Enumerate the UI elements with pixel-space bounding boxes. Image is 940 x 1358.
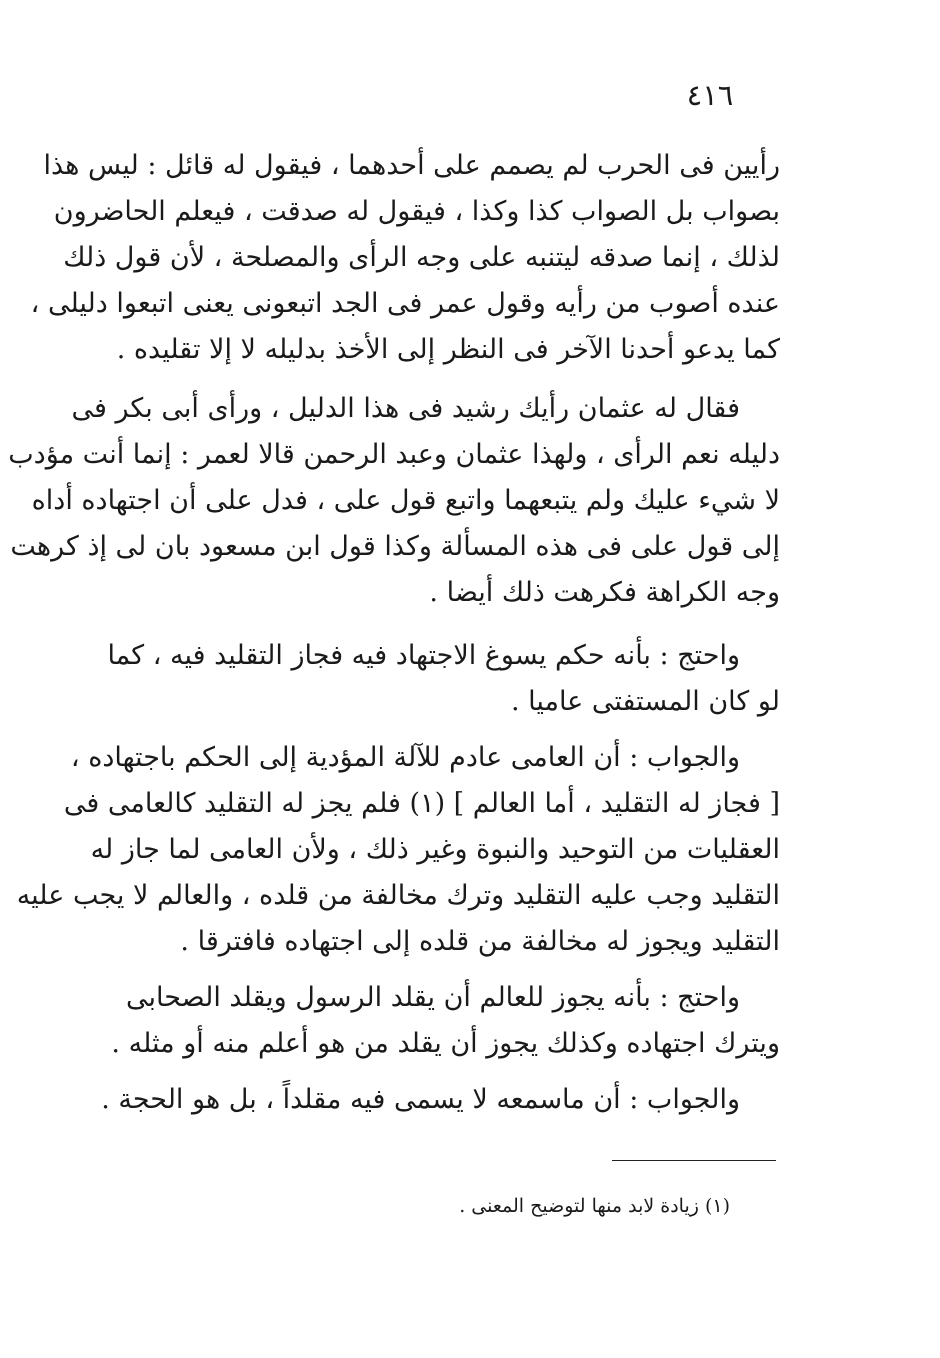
footnote-divider <box>612 1160 776 1161</box>
paragraph-6 <box>101 1077 780 1123</box>
paragraph-4 <box>16 735 780 965</box>
text-line: وجه الكراهة فكرهت ذلك أيضا . <box>429 577 780 608</box>
footnote: (١) زيادة لابد منها لتوضيح المعنى . <box>459 1195 730 1217</box>
text-line: العقليات من التوحيد والنبوة وغير ذلك ، ولأن العامى لما جاز له <box>90 834 780 865</box>
paragraph-3 <box>107 633 780 725</box>
text-line: لو كان المستفتى عاميا . <box>510 686 780 717</box>
text-line: والجواب : أن ماسمعه لا يسمى فيه مقلداً ، بل هو الحجة . <box>101 1084 740 1115</box>
text-line: التقليد ويجوز له مخالفة من قلده إلى اجتهاده فافترقا . <box>180 926 780 957</box>
text-line: التقليد وجب عليه التقليد وترك مخالفة من قلده ، والعالم لا يجب عليه <box>16 880 780 911</box>
text-line: لا شيء عليك ولم يتبعهما واتبع قول على ، فدل على أن اجتهاده أداه <box>31 485 780 516</box>
text-line: دليله نعم الرأى ، ولهذا عثمان وعبد الرحمن قالا لعمر : إنما أنت مؤدب <box>8 439 780 470</box>
text-line: كما يدعو أحدنا الآخر فى النظر إلى الأخذ بدليله لا إلا تقليده . <box>116 334 780 365</box>
page-number: ٤١٦ <box>686 78 734 112</box>
text-line: إلى قول على فى هذه المسألة وكذا قول ابن مسعود بان لى إذ كرهت <box>10 531 780 562</box>
paragraph-1 <box>30 143 780 373</box>
text-line: [ فجاز له التقليد ، أما العالم ] (١) فلم يجز له التقليد كالعامى فى <box>63 788 780 819</box>
text-line: واحتج : بأنه يجوز للعالم أن يقلد الرسول ويقلد الصحابى <box>126 982 740 1013</box>
text-line: بصواب بل الصواب كذا وكذا ، فيقول له صدقت ، فيعلم الحاضرون <box>53 196 780 227</box>
text-line: لذلك ، إنما صدقه ليتنبه على وجه الرأى والمصلحة ، لأن قول ذلك <box>63 242 780 273</box>
paragraph-2 <box>8 386 780 616</box>
text-line: واحتج : بأنه حكم يسوغ الاجتهاد فيه فجاز التقليد فيه ، كما <box>107 640 740 671</box>
text-line: والجواب : أن العامى عادم للآلة المؤدية إلى الحكم باجتهاده ، <box>70 742 740 773</box>
text-line: عنده أصوب من رأيه وقول عمر فى الجد اتبعونى يعنى اتبعوا دليلى ، <box>30 288 780 319</box>
text-line: فقال له عثمان رأيك رشيد فى هذا الدليل ، ورأى أبى بكر فى <box>71 393 740 424</box>
text-line: ويترك اجتهاده وكذلك يجوز أن يقلد من هو أعلم منه أو مثله . <box>111 1028 780 1059</box>
text-line: رأيين فى الحرب لم يصمم على أحدهما ، فيقول له قائل : ليس هذا <box>43 150 780 181</box>
paragraph-5 <box>111 975 780 1067</box>
